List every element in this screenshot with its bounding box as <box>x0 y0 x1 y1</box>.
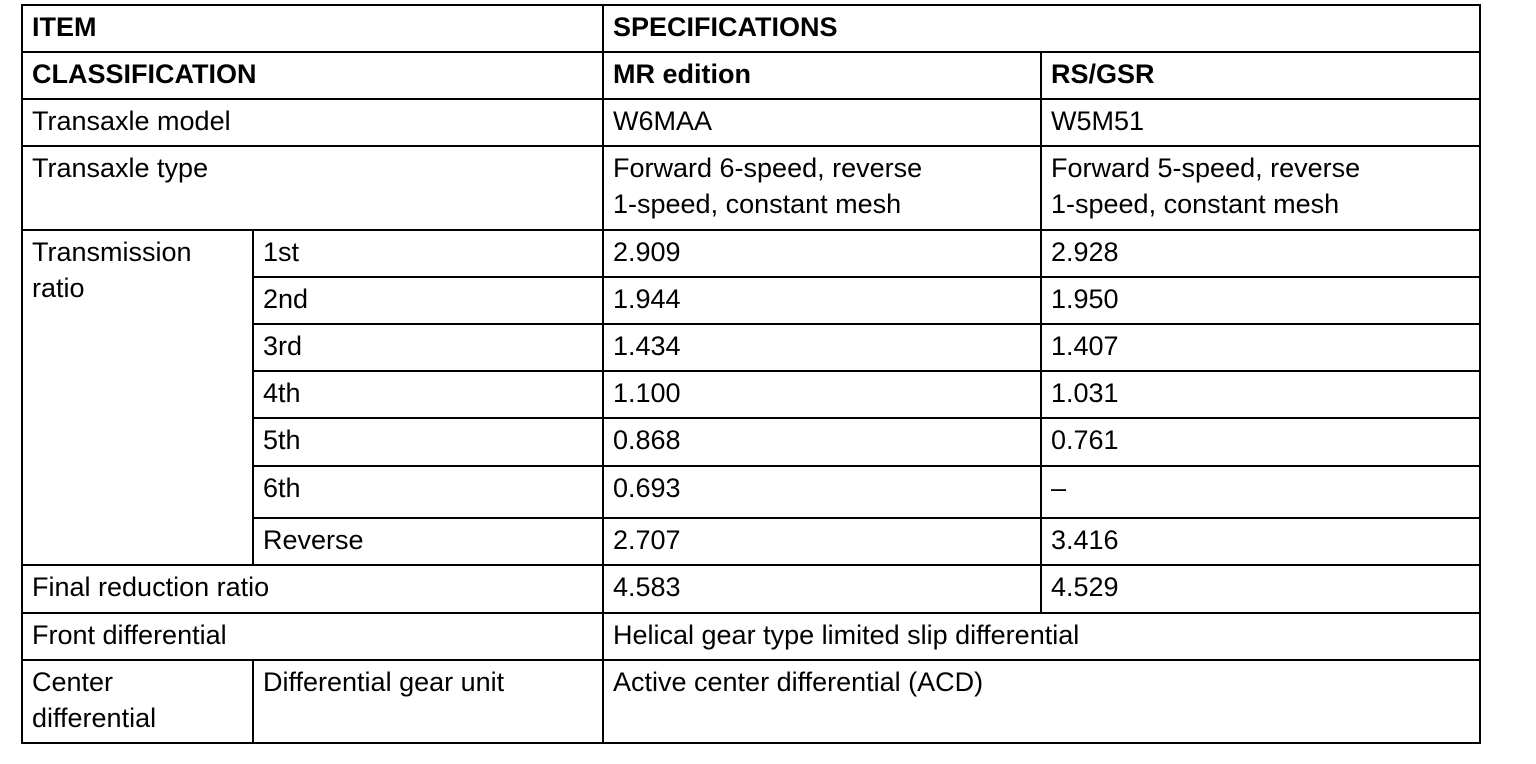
gear-ratio-rs: 0.761 <box>1041 418 1480 466</box>
gear-ratio-rs: – <box>1041 466 1480 518</box>
gear-ratio-rs: 2.928 <box>1041 230 1480 277</box>
gear-ratio-mr: 0.693 <box>603 466 1041 518</box>
transaxle-model-label: Transaxle model <box>22 99 603 146</box>
gear-ratio-rs: 1.031 <box>1041 371 1480 418</box>
table-row <box>22 99 1480 146</box>
table-row <box>22 146 1480 230</box>
table-row <box>22 660 1480 743</box>
gear-ratio-rs: 3.416 <box>1041 518 1480 565</box>
table-row <box>22 565 1480 613</box>
transaxle-model-rs: W5M51 <box>1041 99 1480 146</box>
final-reduction-mr: 4.583 <box>603 565 1041 613</box>
center-differential-label: Center differential <box>22 660 253 743</box>
classification-header: CLASSIFICATION <box>22 52 603 99</box>
specifications-table <box>21 4 1481 744</box>
front-differential-label: Front differential <box>22 613 603 660</box>
gear-ratio-mr: 0.868 <box>603 418 1041 466</box>
gear-label: 4th <box>253 371 603 418</box>
transmission-ratio-label: Transmission ratio <box>22 230 253 565</box>
item-header: ITEM <box>22 5 603 52</box>
header-row <box>22 5 1480 52</box>
specifications-header: SPECIFICATIONS <box>603 5 1480 52</box>
transaxle-model-mr: W6MAA <box>603 99 1041 146</box>
gear-ratio-mr: 2.909 <box>603 230 1041 277</box>
rs-gsr-header: RS/GSR <box>1041 52 1480 99</box>
classification-row <box>22 52 1480 99</box>
gear-ratio-mr: 1.944 <box>603 277 1041 324</box>
gear-ratio-mr: 1.434 <box>603 324 1041 371</box>
table-row <box>22 230 1480 277</box>
transaxle-type-label: Transaxle type <box>22 146 603 230</box>
table-row <box>22 613 1480 660</box>
gear-ratio-rs: 1.950 <box>1041 277 1480 324</box>
final-reduction-label: Final reduction ratio <box>22 565 603 613</box>
mr-edition-header: MR edition <box>603 52 1041 99</box>
gear-label: Reverse <box>253 518 603 565</box>
gear-ratio-mr: 1.100 <box>603 371 1041 418</box>
gear-label: 6th <box>253 466 603 518</box>
transaxle-type-mr: Forward 6-speed, reverse 1-speed, constant mesh <box>603 146 1041 230</box>
gear-ratio-rs: 1.407 <box>1041 324 1480 371</box>
gear-ratio-mr: 2.707 <box>603 518 1041 565</box>
gear-label: 3rd <box>253 324 603 371</box>
center-differential-sublabel: Differential gear unit <box>253 660 603 743</box>
center-differential-value: Active center differential (ACD) <box>603 660 1480 743</box>
transaxle-type-rs: Forward 5-speed, reverse 1-speed, constant mesh <box>1041 146 1480 230</box>
front-differential-value: Helical gear type limited slip differential <box>603 613 1480 660</box>
gear-label: 1st <box>253 230 603 277</box>
gear-label: 5th <box>253 418 603 466</box>
final-reduction-rs: 4.529 <box>1041 565 1480 613</box>
gear-label: 2nd <box>253 277 603 324</box>
